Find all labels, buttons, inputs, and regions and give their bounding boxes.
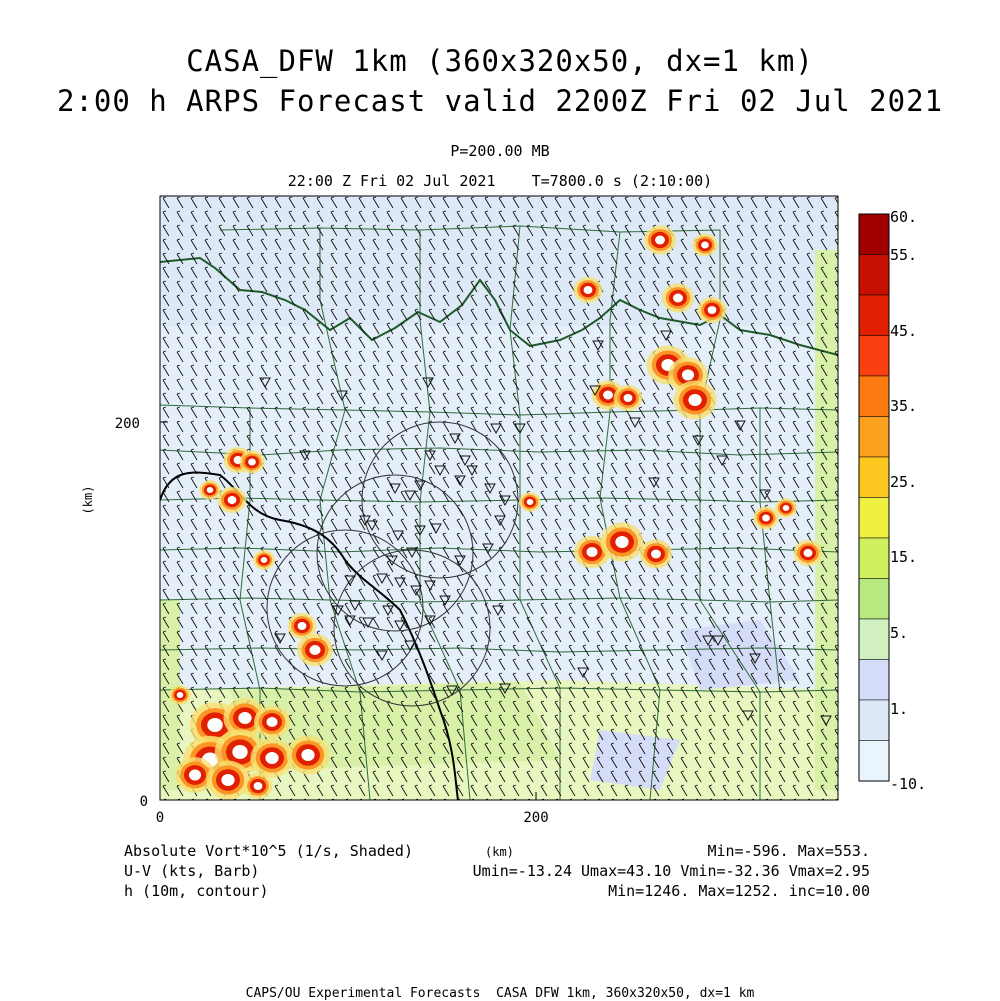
storm-cell (753, 507, 778, 530)
storm-cell (254, 706, 290, 738)
colorbar-label: 15. (890, 548, 918, 566)
storm-cell (692, 234, 717, 257)
colorbar-box (859, 295, 889, 336)
storm-cell (662, 283, 694, 312)
colorbar-box (859, 579, 889, 620)
storm-cell (286, 736, 329, 775)
storm-cell (218, 487, 247, 513)
colorbar-box (859, 741, 889, 782)
colorbar-box (859, 336, 889, 377)
colorbar-box (859, 417, 889, 458)
legend-vorticity: Absolute Vort*10^5 (1/s, Shaded) (124, 842, 413, 860)
storm-cell (794, 540, 823, 566)
valid-time-label: 22:00 Z Fri 02 Jul 2021 T=7800.0 s (2:10:00) (287, 172, 713, 190)
x-axis-unit: (km) (485, 845, 514, 859)
colorbar-box (859, 376, 889, 417)
height-stats: Min=1246. Max=1252. inc=10.00 (608, 882, 870, 900)
y-tick-label-200: 200 (114, 416, 140, 432)
storm-cell (640, 539, 672, 568)
map-area (160, 196, 840, 800)
storm-cell (253, 550, 275, 569)
colorbar-label: 60. (890, 208, 918, 226)
vorticity-stats: Min=-596. Max=553. (707, 842, 870, 860)
storm-cell (519, 492, 541, 511)
colorbar-label: 45. (890, 322, 918, 340)
storm-cell (698, 297, 727, 323)
colorbar-box (859, 214, 889, 255)
x-tick-label-0: 0 (155, 810, 165, 826)
storm-cell (297, 634, 333, 666)
x-tick-label-200: 200 (523, 810, 549, 826)
y-tick-label-0: 0 (139, 794, 148, 810)
storm-cell (644, 225, 676, 254)
plot-title-line1: CASA_DFW 1km (360x320x50, dx=1 km) (186, 44, 814, 78)
colorbar-box (859, 619, 889, 660)
colorbar-box (859, 700, 889, 741)
storm-cell (244, 773, 273, 799)
storm-cell (199, 480, 221, 499)
colorbar-label: 1. (890, 700, 909, 718)
colorbar-label: 35. (890, 397, 918, 415)
storm-cell (239, 451, 264, 474)
colorbar (855, 210, 895, 785)
storm-cell (673, 381, 716, 420)
colorbar-label: -10. (890, 775, 927, 793)
y-axis-unit: (km) (81, 485, 95, 515)
legend-height: h (10m, contour) (124, 882, 269, 900)
storm-cell (614, 385, 643, 411)
storm-cell (775, 498, 797, 517)
colorbar-box (859, 538, 889, 579)
colorbar-label: 55. (890, 246, 918, 264)
storm-cell (574, 277, 603, 303)
footer-credit: CAPS/OU Experimental Forecasts CASA DFW 1km, 360x320x50, dx=1 km (245, 986, 755, 1001)
colorbar-box (859, 498, 889, 539)
legend-wind: U-V (kts, Barb) (124, 862, 260, 880)
colorbar-box (859, 255, 889, 296)
pressure-level-label: P=200.00 MB (450, 142, 550, 160)
storm-cell (600, 523, 643, 562)
storm-cell (169, 685, 191, 704)
wind-stats: Umin=-13.24 Umax=43.10 Vmin=-32.36 Vmax=2.95 (472, 862, 870, 880)
storm-cell (206, 761, 249, 800)
colorbar-label: 5. (890, 624, 909, 642)
colorbar-box (859, 457, 889, 498)
colorbar-label: 25. (890, 473, 918, 491)
plot-title-line2: 2:00 h ARPS Forecast valid 2200Z Fri 02 Jul 2021 (56, 84, 944, 118)
colorbar-box (859, 660, 889, 701)
